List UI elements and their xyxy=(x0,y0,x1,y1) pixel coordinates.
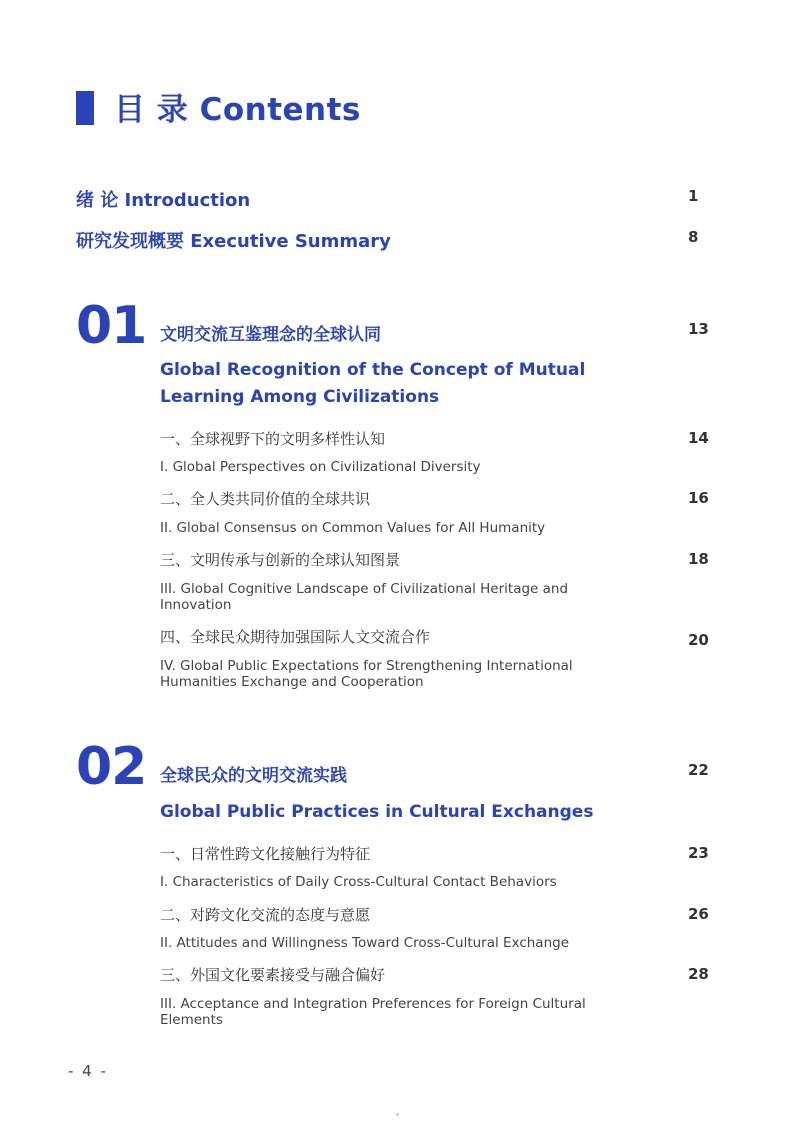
section-title-zh[interactable]: 一、日常性跨文化接触行为特征 xyxy=(160,845,371,863)
section-page: 23 xyxy=(688,844,709,862)
section-title-en[interactable]: I. Characteristics of Daily Cross-Cultural Contact Behaviors xyxy=(160,874,557,890)
section-title-zh[interactable]: 一、全球视野下的文明多样性认知 xyxy=(160,430,386,448)
chapter-title-zh[interactable]: 全球民众的文明交流实践 xyxy=(160,766,347,786)
section-page: 26 xyxy=(688,905,709,923)
chapter-title-en[interactable]: Global Public Practices in Cultural Exchanges xyxy=(160,802,594,822)
decorative-dot xyxy=(396,1113,399,1116)
toc-page-executive-summary: 8 xyxy=(688,228,699,246)
page-title: 目 录 Contents xyxy=(114,92,361,128)
page-number-footer: - 4 - xyxy=(68,1062,108,1080)
title-accent-bar xyxy=(76,91,94,125)
section-title-zh[interactable]: 三、外国文化要素接受与融合偏好 xyxy=(160,966,386,984)
section-title-en[interactable]: II. Global Consensus on Common Values for All Humanity xyxy=(160,520,546,536)
section-page: 20 xyxy=(688,631,709,649)
chapter-number: 02 xyxy=(76,737,147,797)
toc-entry-introduction[interactable]: 绪 论 Introduction xyxy=(76,190,251,211)
section-title-zh[interactable]: 二、对跨文化交流的态度与意愿 xyxy=(160,906,371,924)
chapter-page: 22 xyxy=(688,761,709,779)
section-title-en[interactable]: IV. Global Public Expectations for Strengthening International Humanities Exchange and Cooperation xyxy=(160,658,573,690)
toc-page-introduction: 1 xyxy=(688,187,699,205)
section-title-en[interactable]: II. Attitudes and Willingness Toward Cross-Cultural Exchange xyxy=(160,935,570,951)
toc-entry-executive-summary[interactable]: 研究发现概要 Executive Summary xyxy=(76,231,391,252)
section-title-zh[interactable]: 四、全球民众期待加强国际人文交流合作 xyxy=(160,628,431,646)
section-page: 16 xyxy=(688,489,709,507)
chapter-number: 01 xyxy=(76,296,147,356)
chapter-title-zh[interactable]: 文明交流互鉴理念的全球认同 xyxy=(160,325,381,345)
section-title-en[interactable]: III. Acceptance and Integration Preferences for Foreign Cultural Elements xyxy=(160,996,586,1028)
chapter-page: 13 xyxy=(688,320,709,338)
section-page: 14 xyxy=(688,429,709,447)
chapter-title-en[interactable]: Global Recognition of the Concept of Mutual Learning Among Civilizations xyxy=(160,360,586,407)
section-title-en[interactable]: I. Global Perspectives on Civilizational Diversity xyxy=(160,459,481,475)
section-title-en[interactable]: III. Global Cognitive Landscape of Civilizational Heritage and Innovation xyxy=(160,581,569,613)
section-page: 28 xyxy=(688,965,709,983)
section-title-zh[interactable]: 三、文明传承与创新的全球认知图景 xyxy=(160,551,401,569)
section-title-zh[interactable]: 二、全人类共同价值的全球共识 xyxy=(160,490,371,508)
section-page: 18 xyxy=(688,550,709,568)
